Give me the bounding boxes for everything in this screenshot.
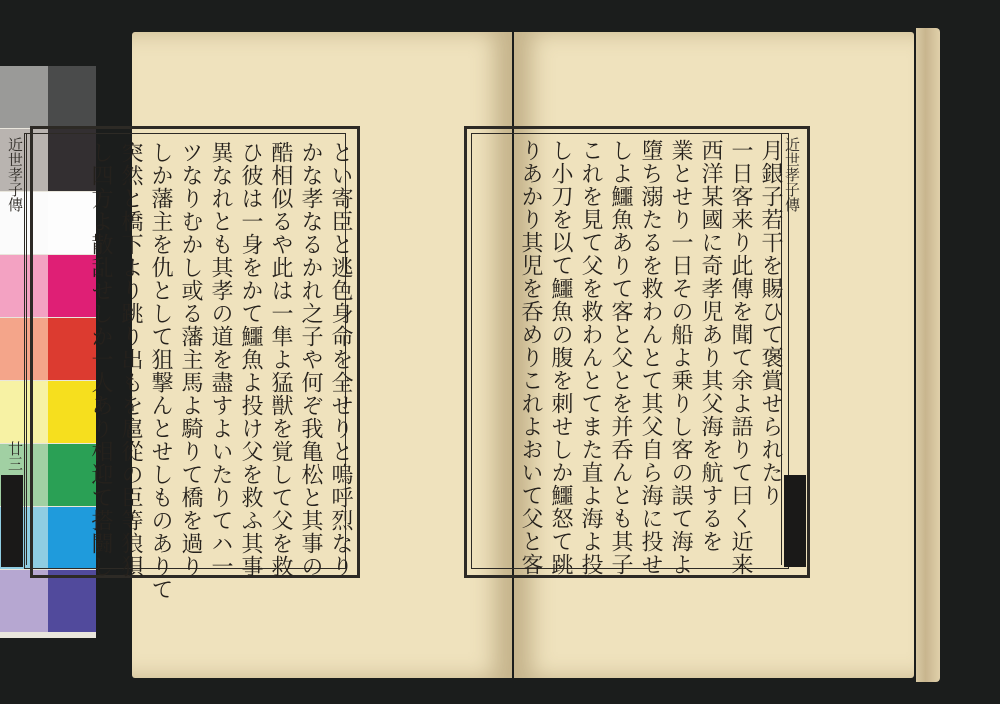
color-patch <box>0 570 48 632</box>
color-patch <box>48 570 96 632</box>
color-patch <box>0 66 48 128</box>
right-black-bar <box>784 475 806 567</box>
right-text-frame <box>464 126 810 578</box>
right-page-text: 月銀子若干を賜ひて褒賞せられたり 一日客来り此傳を聞て余よ語りて曰く近来 西洋某國に奇孝児あり其父海を航するを 業とせり一日その船よ乗りし客の誤て海よ 墮ち溺たるを救わんとて其父自ら海に投せ しよ鱷魚ありて客と父とを并呑んとも其子 これを見て父を救わんとてまた直よ海よ投 し小刀を以て鱷魚の腹を刺せしか鱷怒て跳 りあかり其児を呑めりこれよおいて父と客 <box>518 139 783 576</box>
color-patch <box>48 66 96 128</box>
left-black-bar <box>1 475 23 567</box>
left-spine-title: 近世孝子傳 <box>6 137 24 212</box>
left-page-text: とい寄臣と逃色身命を全せりと嗚呼烈なり かな孝なるかれ之子や何ぞ我亀松と其事の 酷相似るや此は一隼よ猛獣を覚して父を救 ひ彼は一身をかて鱷魚よ投け父を救ふ其事 異なれとも其孝の道を盡すよいたりてハ一 ツなりむかし或る藩主馬よ騎りて橋を過り しか藩主を仇として狙撃んとせしものありて 突然と橋下より跳り出もを扈從の臣等狼狽 し四方よ散乱せしか一人あり相迎て搭闘し <box>88 141 353 601</box>
page-edges <box>916 28 940 682</box>
right-spine-title: 近世孝子傳 <box>783 137 801 212</box>
left-folio-number: 廿三 <box>6 441 24 471</box>
left-text-frame <box>6 126 360 601</box>
